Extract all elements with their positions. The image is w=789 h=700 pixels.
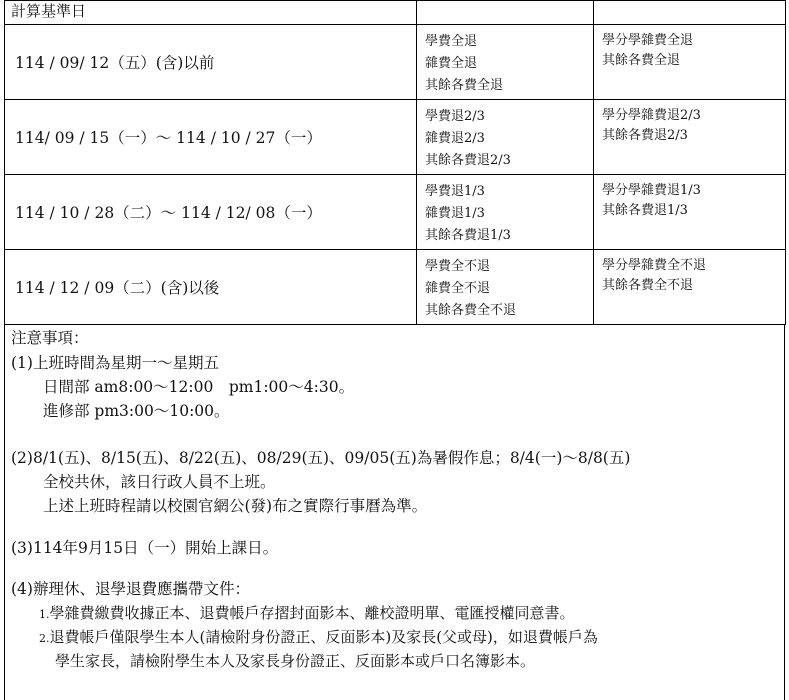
note-4-line-1: (4)辦理休、退學退費應攜帶文件： bbox=[11, 580, 250, 598]
credit-line: 學分學雜費退1/3 bbox=[602, 183, 701, 198]
date-range-cell: 114/ 09 / 15（一）～ 114 / 10 / 27（一） bbox=[5, 100, 417, 175]
fee-line: 學費退1/3 bbox=[425, 184, 485, 199]
fee-line: 其餘各費全退 bbox=[425, 78, 504, 93]
fee-line: 雜費全退 bbox=[425, 56, 478, 71]
table-header-row bbox=[5, 1, 786, 25]
header-base-date: 計算基準日 bbox=[5, 1, 417, 25]
notes-title: 注意事項： bbox=[11, 329, 89, 347]
credit-line: 學分學雜費全不退 bbox=[602, 258, 707, 273]
note-1-line-1: (1)上班時間為星期一～星期五 bbox=[11, 354, 219, 372]
item-text: 學雜費繳費收據正本、退費帳戶存摺封面影本、離校證明單、電匯授權同意書。 bbox=[49, 604, 575, 622]
credit-line: 其餘各費全退 bbox=[602, 53, 681, 68]
table-row bbox=[5, 100, 786, 175]
fee-line: 其餘各費全不退 bbox=[425, 303, 517, 318]
fee-line: 其餘各費退2/3 bbox=[425, 153, 511, 168]
fee-line: 其餘各費退1/3 bbox=[425, 228, 511, 243]
date-range-cell: 114 / 12 / 09（二）(含)以後 bbox=[5, 250, 417, 325]
notes-section bbox=[4, 324, 785, 700]
note-4-item-2-continued: 學生家長，請檢附學生本人及家長身份證正、反面影本或戶口名簿影本。 bbox=[55, 652, 536, 670]
fee-line: 學費全不退 bbox=[425, 259, 491, 274]
date-range-cell: 114 / 09/ 12（五）(含)以前 bbox=[5, 25, 417, 100]
credit-line: 學分學雜費全退 bbox=[602, 33, 694, 48]
fee-line: 學費退2/3 bbox=[425, 109, 485, 124]
note-2-line-2: 全校共休，該日行政人員不上班。 bbox=[43, 473, 276, 491]
item-text: 退費帳戶僅限學生本人(請檢附身份證正、反面影本)及家長(父或母)，如退費帳戶為 bbox=[49, 628, 598, 646]
fee-refund-cell bbox=[417, 100, 594, 175]
table-row bbox=[5, 25, 786, 100]
note-4-item-2 bbox=[39, 627, 598, 649]
item-number: 1. bbox=[39, 608, 50, 621]
fee-refund-cell bbox=[417, 175, 594, 250]
table-row bbox=[5, 250, 786, 325]
note-1-line-3: 進修部 pm3:00～10:00。 bbox=[43, 402, 230, 420]
note-2-line-1: (2)8/1(五)、8/15(五)、8/22(五)、08/29(五)、09/05(五)為暑假作息；8/4(一)～8/8(五) bbox=[11, 449, 631, 467]
credit-refund-cell bbox=[594, 175, 786, 250]
refund-schedule-table bbox=[4, 0, 786, 325]
fee-line: 學費全退 bbox=[425, 34, 478, 49]
item-number: 2. bbox=[39, 632, 50, 645]
credit-refund-cell bbox=[594, 25, 786, 100]
note-3-line-1: (3)114年9月15日（一）開始上課日。 bbox=[11, 539, 279, 557]
fee-line: 雜費退2/3 bbox=[425, 131, 485, 146]
credit-refund-cell bbox=[594, 100, 786, 175]
table-row bbox=[5, 175, 786, 250]
credit-line: 學分學雜費退2/3 bbox=[602, 108, 701, 123]
header-blank-credit bbox=[594, 1, 786, 25]
credit-line: 其餘各費全不退 bbox=[602, 278, 694, 293]
note-1-line-2: 日間部 am8:00～12:00 pm1:00～4:30。 bbox=[43, 378, 355, 396]
fee-line: 雜費全不退 bbox=[425, 281, 491, 296]
header-blank-fees bbox=[417, 1, 594, 25]
fee-refund-cell bbox=[417, 250, 594, 325]
note-2-line-3: 上述上班時程請以校園官網公(發)布之實際行事曆為準。 bbox=[43, 497, 428, 515]
credit-line: 其餘各費退1/3 bbox=[602, 203, 688, 218]
credit-line: 其餘各費退2/3 bbox=[602, 128, 688, 143]
date-range-cell: 114 / 10 / 28（二）～ 114 / 12/ 08（一） bbox=[5, 175, 417, 250]
fee-refund-cell bbox=[417, 25, 594, 100]
credit-refund-cell bbox=[594, 250, 786, 325]
note-4-item-1 bbox=[39, 603, 575, 625]
fee-line: 雜費退1/3 bbox=[425, 206, 485, 221]
